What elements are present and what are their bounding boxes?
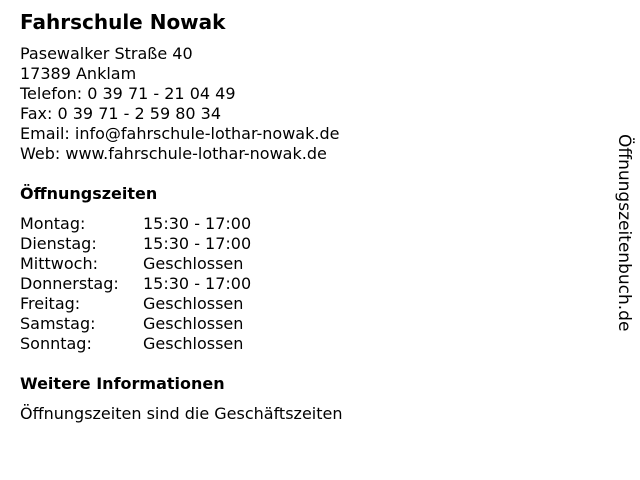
hours-row-saturday <box>20 314 340 334</box>
side-brand-label: Öffnungszeitenbuch.de <box>614 134 634 332</box>
hours-row-tuesday <box>20 234 340 254</box>
opening-hours-heading: Öffnungszeiten <box>20 184 158 203</box>
hours-day: Montag: <box>20 214 86 233</box>
more-info-text: Öffnungszeiten sind die Geschäftszeiten <box>20 404 343 423</box>
hours-day: Dienstag: <box>20 234 97 253</box>
hours-row-wednesday <box>20 254 340 274</box>
hours-day: Freitag: <box>20 294 81 313</box>
phone-line: Telefon: 0 39 71 - 21 04 49 <box>20 84 236 103</box>
email-line[interactable]: Email: info@fahrschule-lothar-nowak.de <box>20 124 340 143</box>
hours-day: Mittwoch: <box>20 254 98 273</box>
hours-time: Geschlossen <box>143 294 244 313</box>
hours-time: 15:30 - 17:00 <box>143 274 252 293</box>
business-name: Fahrschule Nowak <box>20 10 226 34</box>
hours-day: Samstag: <box>20 314 96 333</box>
hours-row-sunday <box>20 334 340 354</box>
side-brand[interactable] <box>612 134 636 364</box>
hours-time: 15:30 - 17:00 <box>143 234 252 253</box>
hours-row-thursday <box>20 274 340 294</box>
address-street: Pasewalker Straße 40 <box>20 44 193 63</box>
address-city: 17389 Anklam <box>20 64 137 83</box>
more-info-heading: Weitere Informationen <box>20 374 225 393</box>
hours-day: Donnerstag: <box>20 274 119 293</box>
hours-day: Sonntag: <box>20 334 92 353</box>
hours-time: 15:30 - 17:00 <box>143 214 252 233</box>
hours-row-monday <box>20 214 340 234</box>
hours-time: Geschlossen <box>143 254 244 273</box>
web-line[interactable]: Web: www.fahrschule-lothar-nowak.de <box>20 144 327 163</box>
hours-time: Geschlossen <box>143 334 244 353</box>
hours-row-friday <box>20 294 340 314</box>
hours-time: Geschlossen <box>143 314 244 333</box>
fax-line: Fax: 0 39 71 - 2 59 80 34 <box>20 104 222 123</box>
